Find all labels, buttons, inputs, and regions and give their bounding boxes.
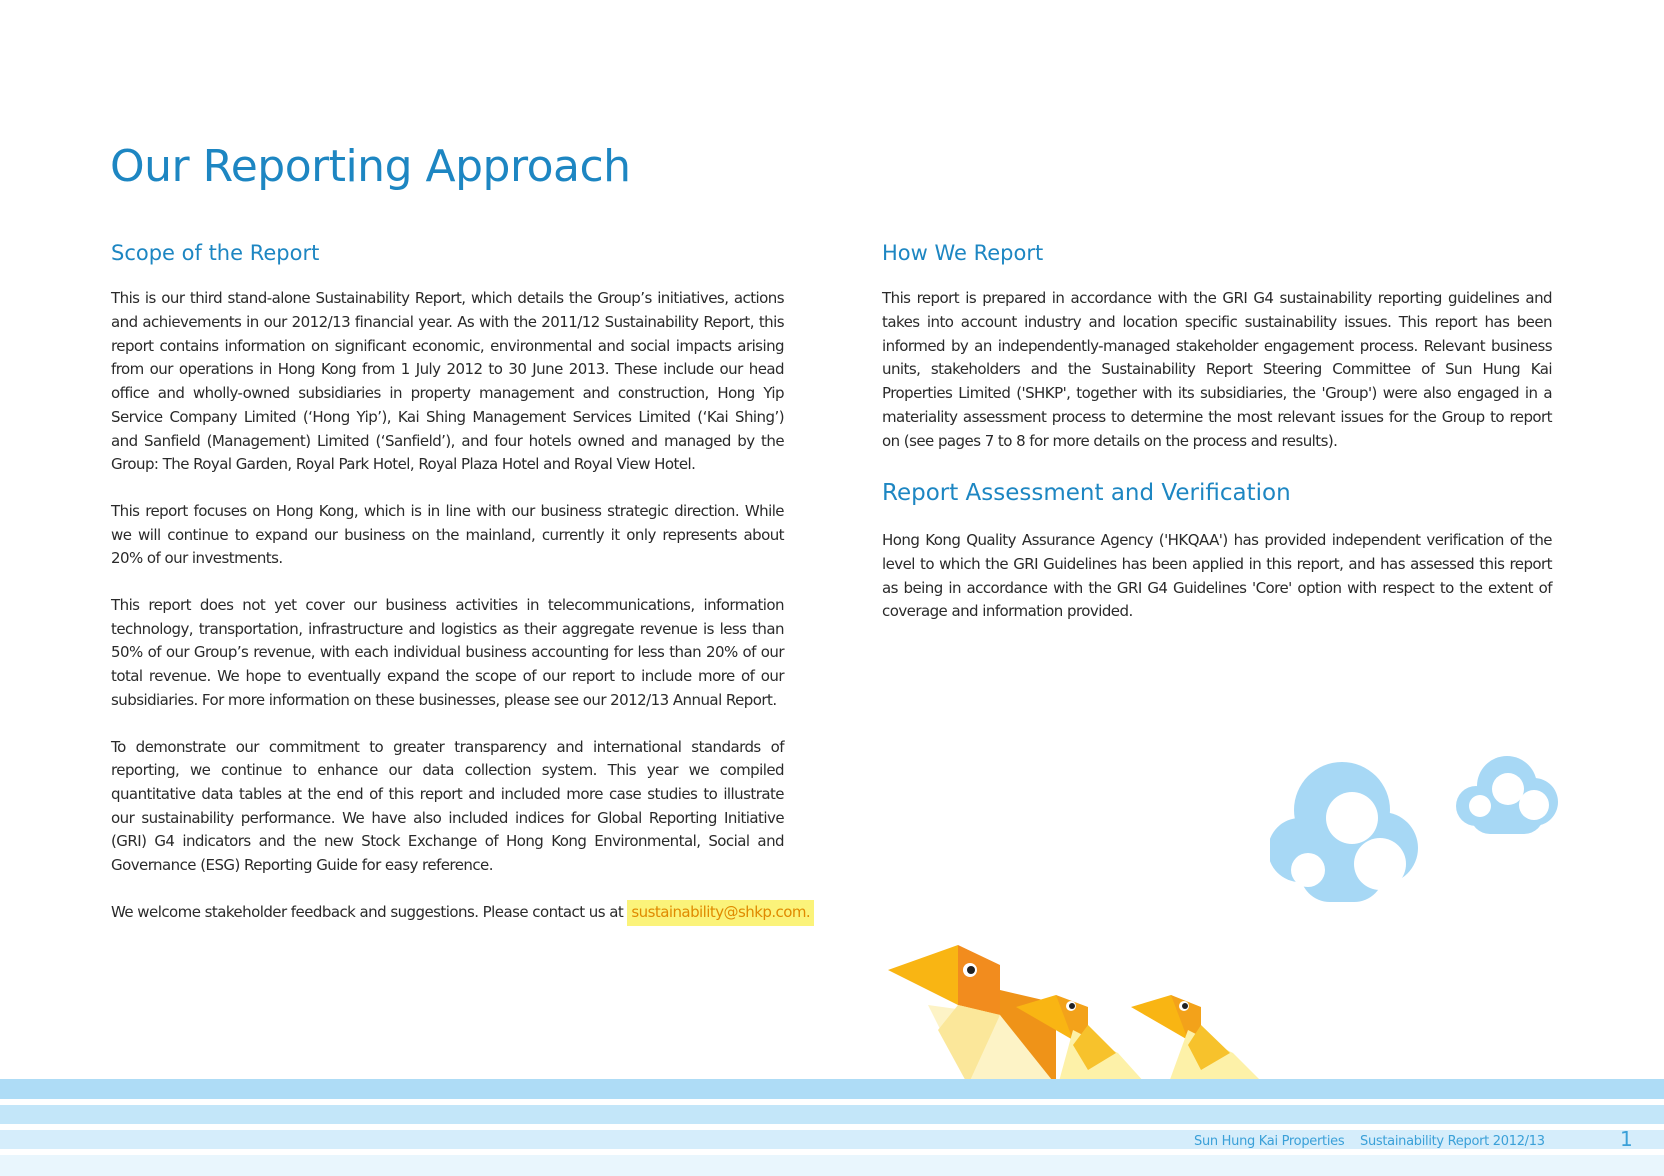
page-title: Our Reporting Approach: [110, 141, 631, 192]
assessment-heading: Report Assessment and Verification: [882, 480, 1291, 507]
scope-section: [111, 240, 811, 947]
scope-paragraph-4: To demonstrate our commitment to greater transparency and international standards of reporting, we continue to enhance our data collection system. This year we compiled quantitative data tables at the end of this report and included more case studies to illustrate our sustainability performance. We have also included indices for Global Reporting Initiative (GRI) G4 indicators and the new Stock Exchange of Hong Kong Environmental, Social and Governance (ESG) Reporting Guide for easy reference.: [111, 737, 784, 875]
water-stripe: [0, 1079, 1664, 1099]
footer-report-title: Sustainability Report 2012/13: [1360, 1134, 1545, 1149]
scope-paragraph-2: This report focuses on Hong Kong, which is in line with our business strategic direction. While we will continue to expand our business on the mainland, currently it only represents about 20% of our investments.: [111, 501, 784, 568]
assessment-paragraph: Hong Kong Quality Assurance Agency ('HKQAA') has provided independent verification of the level to which the GRI Guidelines has been applied in this report, and has assessed this report as being in accordance with the GRI G4 Guidelines 'Core' option with respect to the extent of coverage and information provided.: [882, 531, 1552, 621]
contact-email-link[interactable]: sustainability@shkp.com.: [627, 900, 814, 926]
contact-text: We welcome stakeholder feedback and suggestions. Please contact us at: [111, 902, 624, 921]
scope-paragraph-3: This report does not yet cover our business activities in telecommunications, information technology, transportation, infrastructure and logistics as their aggregate revenue is less than 50% of our Group’s revenue, with each individual business accounting for less than 20% of our total revenue. We hope to eventually expand the scope of our report to include more of our subsidiaries. For more information on these businesses, please see our 2012/13 Annual Report.: [111, 596, 784, 709]
contact-paragraph: [111, 901, 811, 925]
how-we-report-section: [882, 240, 1552, 647]
scope-heading: Scope of the Report: [111, 241, 320, 265]
how-we-report-paragraph: This report is prepared in accordance with the GRI G4 sustainability reporting guidelines and takes into account industry and location specific sustainability issues. This report has been informed by an independently-managed stakeholder engagement process. Relevant business units, stakeholders and the Sustainability Report Steering Committee of Sun Hung Kai Properties Limited ('SHKP', together with its subsidiaries, the 'Group') were also engaged in a materiality assessment process to determine the most relevant issues for the Group to report on (see pages 7 to 8 for more details on the process and results).: [882, 289, 1552, 450]
origami-duck-icon: [888, 935, 1268, 1085]
how-we-report-heading: How We Report: [882, 241, 1044, 265]
cloud-icon: [1270, 750, 1570, 910]
water-stripe: [0, 1105, 1664, 1124]
footer-company: Sun Hung Kai Properties: [1194, 1134, 1345, 1149]
water-stripe: [0, 1155, 1664, 1176]
page-number: 1: [1620, 1127, 1633, 1151]
scope-paragraph-1: This is our third stand-alone Sustainability Report, which details the Group’s initiatives, actions and achievements in our 2012/13 financial year. As with the 2011/12 Sustainability Report, this report contains information on significant economic, environmental and social impacts arising from our operations in Hong Kong from 1 July 2012 to 30 June 2013. These include our head office and wholly-owned subsidiaries in property management and construction, Hong Yip Service Company Limited (‘Hong Yip’), Kai Shing Management Services Limited (‘Kai Shing’) and Sanfield (Management) Limited (‘Sanfield’), and four hotels owned and managed by the Group: The Royal Garden, Royal Park Hotel, Royal Plaza Hotel and Royal View Hotel.: [111, 289, 784, 474]
